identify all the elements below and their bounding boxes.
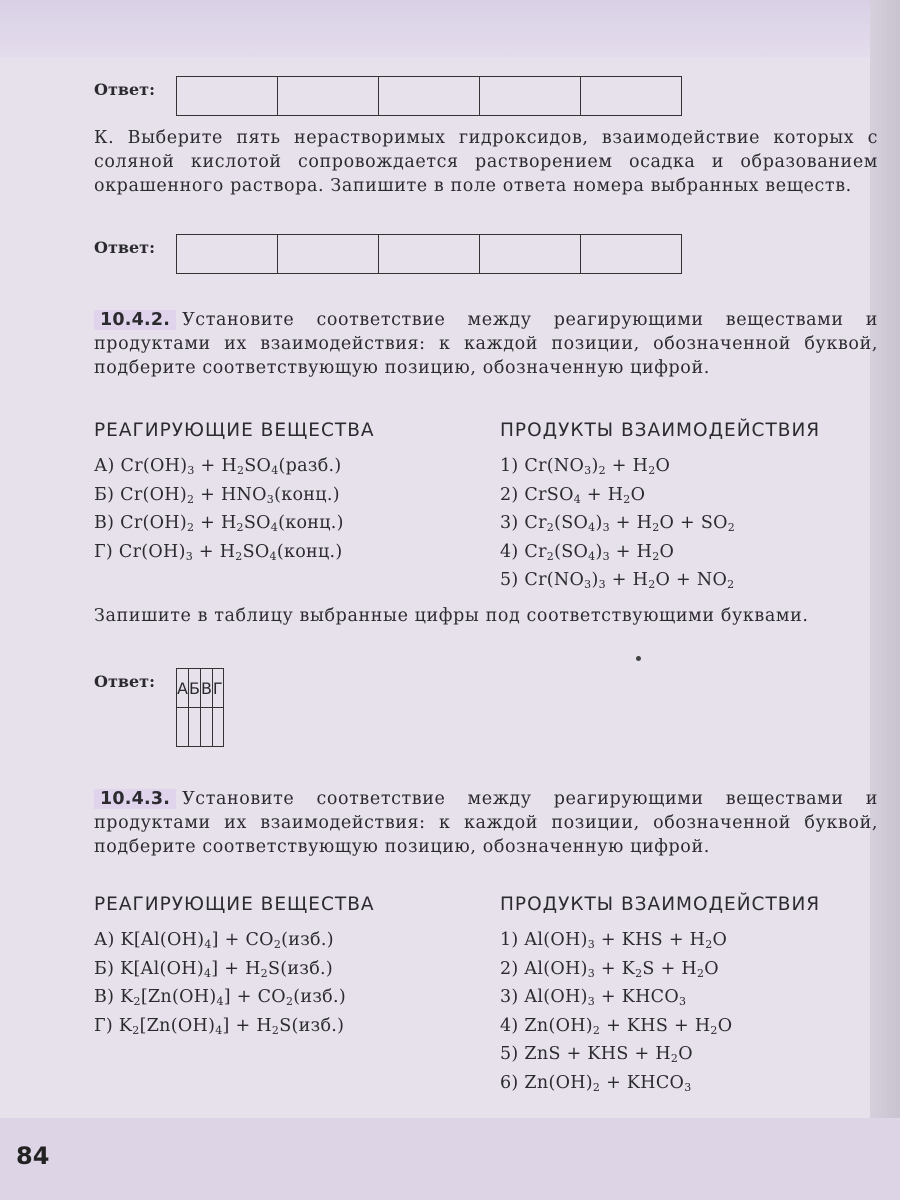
product-item: 1) $Cr(NO_3)_2 + H_2O$ <box>500 456 671 477</box>
answer-cell[interactable] <box>379 77 480 115</box>
page-top-band <box>0 0 900 58</box>
task-1042-instruction: Запишите в таблицу выбранные цифры под соответствующими буквами. <box>94 606 809 626</box>
reactant-item: А) $Cr(OH)_3$ + $H_2SO_4(разб.)$ <box>94 456 342 477</box>
answer-cell[interactable] <box>581 77 681 115</box>
products-list <box>500 452 735 595</box>
task-1043 <box>94 787 878 859</box>
task-1042 <box>94 308 878 380</box>
answer-cell[interactable] <box>480 77 581 115</box>
table-header-cell: А <box>177 669 189 708</box>
reactant-item: Б) $K[Al(OH)_4] + H_2S(изб.)$ <box>94 958 334 980</box>
answer-boxes <box>176 76 682 116</box>
reactants-header: РЕАГИРУЮЩИЕ ВЕЩЕСТВА <box>94 420 375 441</box>
task-k-text: К. Выберите пять нерастворимых гидроксидов, взаимодействие которых с соляной кислотой сопровождается растворением осадка и образованием окрашенного раствора. Запишите в поле ответа номера выбранных веществ. <box>94 128 878 196</box>
products-list <box>500 926 732 1097</box>
product-item: 3) $Cr_2(SO_4)_3 + H_2O + SO_2$ <box>500 513 736 534</box>
reactant-item: Б) $Cr(OH)_2$ + $HNO_3(конц.)$ <box>94 484 340 506</box>
reactant-item: Г) $Cr(OH)_3$ + $H_2SO_4(конц.)$ <box>94 541 343 563</box>
answer-cell[interactable] <box>177 708 189 747</box>
answer-cell[interactable] <box>212 708 223 747</box>
product-item: 2) CrSO$_4$ + $H_2O$ <box>500 484 646 506</box>
reactant-item: Г) $K_2[Zn(OH)_4] + H_2S(изб.)$ <box>94 1015 345 1037</box>
answer-cell[interactable] <box>177 235 278 273</box>
table-header-cell: В <box>200 669 212 708</box>
products-header: ПРОДУКТЫ ВЗАИМОДЕЙСТВИЯ <box>500 420 821 441</box>
answer-label: Ответ: <box>94 80 155 99</box>
answer-cell[interactable] <box>278 235 379 273</box>
answer-label: Ответ: <box>94 672 155 691</box>
product-item: 4) $Zn(OH)_2$ + KHS + $H_2O$ <box>500 1015 733 1037</box>
task-number: 10.4.3. <box>94 789 176 809</box>
answer-boxes <box>176 234 682 274</box>
answer-cell[interactable] <box>581 235 681 273</box>
answer-cell[interactable] <box>278 77 379 115</box>
product-item: 4) $Cr_2(SO_4)_3 + H_2O$ <box>500 541 675 563</box>
answer-cell[interactable] <box>188 708 200 747</box>
products-header: ПРОДУКТЫ ВЗАИМОДЕЙСТВИЯ <box>500 894 821 915</box>
product-item: 2) $Al(OH)_3 + K_2S + H_2O$ <box>500 958 719 980</box>
reactant-item: А) $K[Al(OH)_4] + CO_2(изб.)$ <box>94 930 334 951</box>
reactants-header: РЕАГИРУЮЩИЕ ВЕЩЕСТВА <box>94 894 375 915</box>
table-header-cell: Б <box>188 669 200 708</box>
reactants-list <box>94 926 346 1040</box>
answer-table <box>176 668 224 747</box>
task-1042-text: Установите соответствие между реагирующими веществами и продуктами их взаимодействия: к каждой позиции, обозначенной буквой, подберите соответствующую позицию, обозначенную цифрой. <box>94 310 878 378</box>
reactant-item: В) $Cr(OH)_2$ + $H_2SO_4(конц.)$ <box>94 513 344 534</box>
reactants-list <box>94 452 344 566</box>
table-header-cell: Г <box>212 669 223 708</box>
answer-label: Ответ: <box>94 238 155 257</box>
page-number: 84 <box>16 1142 50 1170</box>
reactant-item: В) $K_2[Zn(OH)_4] + CO_2(изб.)$ <box>94 987 347 1008</box>
product-item: 5) ZnS + KHS + $H_2O$ <box>500 1044 693 1065</box>
print-speck <box>636 656 641 661</box>
product-item: 6) $Zn(OH)_2$ + $KHCO_3$ <box>500 1072 692 1094</box>
answer-cell[interactable] <box>379 235 480 273</box>
answer-cell[interactable] <box>177 77 278 115</box>
task-number: 10.4.2. <box>94 310 176 330</box>
answer-cell[interactable] <box>480 235 581 273</box>
task-1043-text: Установите соответствие между реагирующими веществами и продуктами их взаимодействия: к каждой позиции, обозначенной буквой, подберите соответствующую позицию, обозначенную цифрой. <box>94 789 878 857</box>
product-item: 5) $Cr(NO_3)_3 + H_2O + NO_2$ <box>500 570 735 591</box>
page-bottom-band <box>0 1118 900 1200</box>
answer-cell[interactable] <box>200 708 212 747</box>
product-item: 3) $Al(OH)_3$ + $KHCO_3$ <box>500 987 687 1008</box>
product-item: 1) $Al(OH)_3$ + KHS + $H_2O$ <box>500 930 728 951</box>
